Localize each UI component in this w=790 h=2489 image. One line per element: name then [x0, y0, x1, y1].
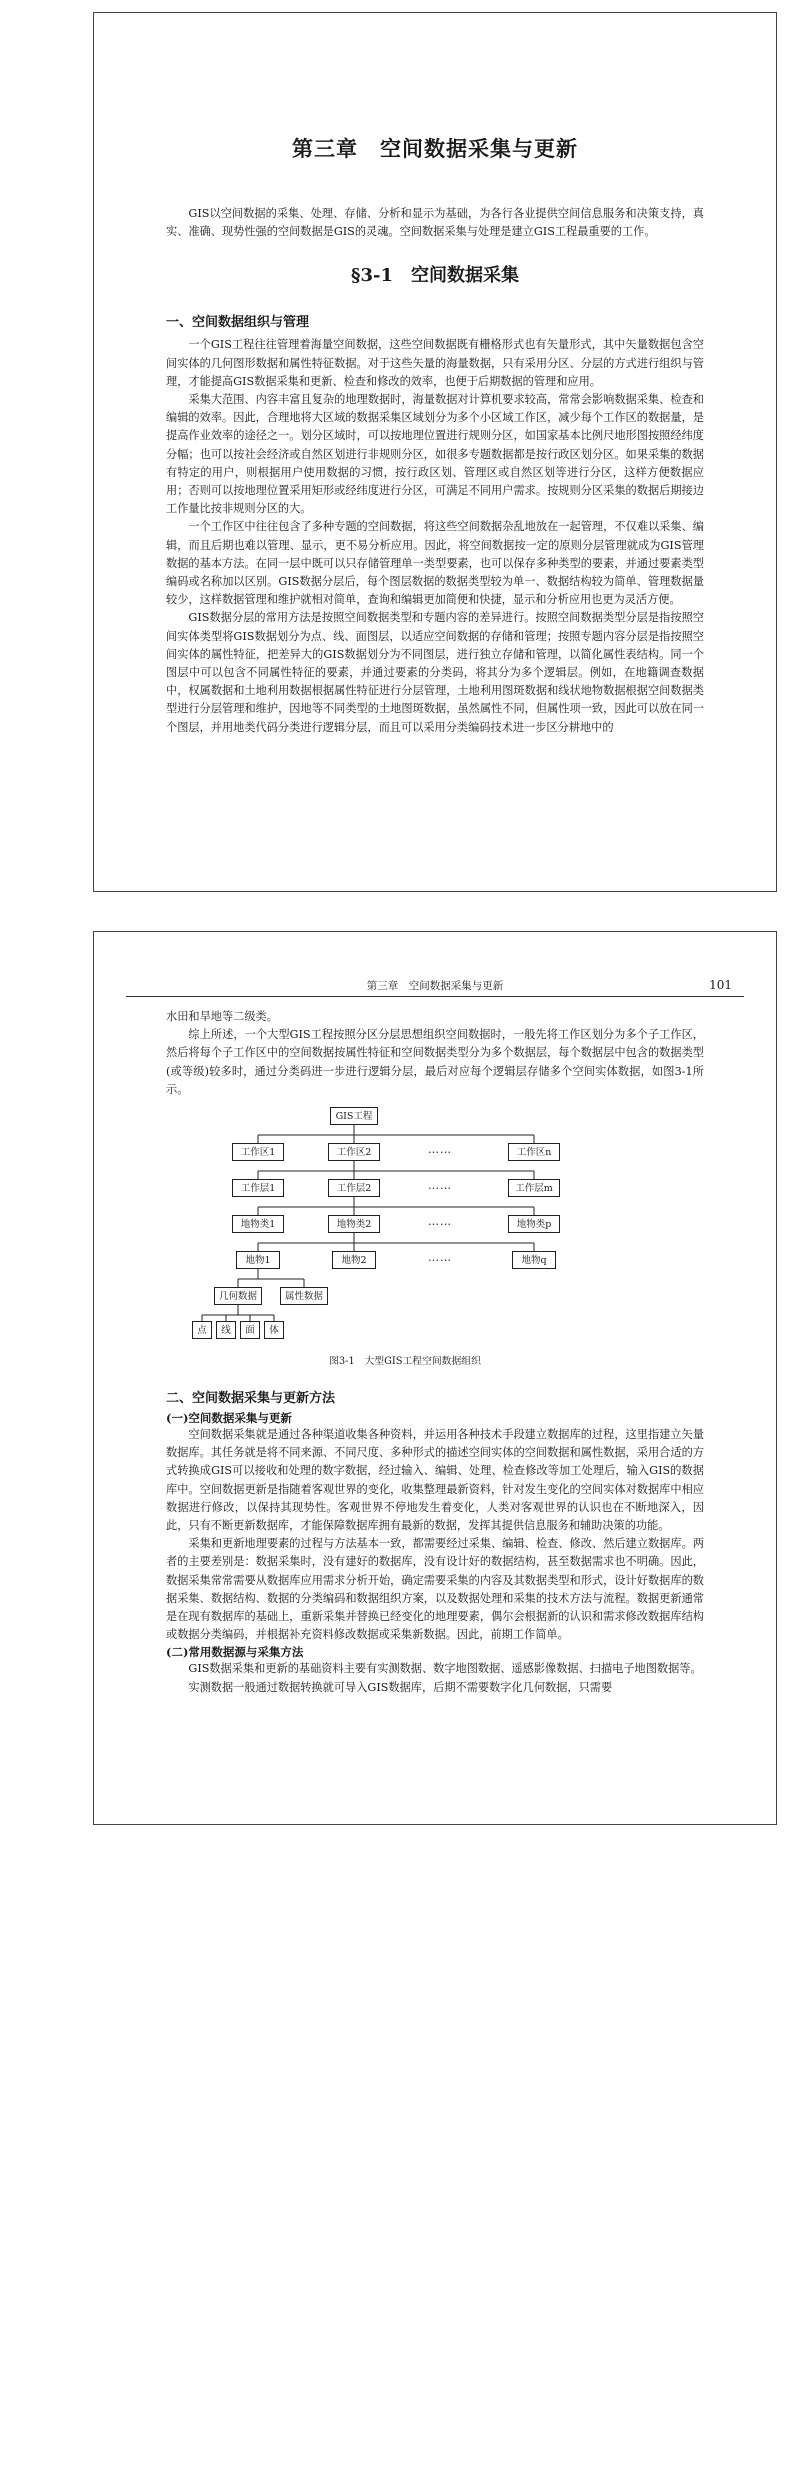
diagram-node: 地物1 — [236, 1251, 280, 1269]
diagram-node: 工作区n — [508, 1143, 560, 1161]
paragraph: 一个工作区中往往包含了多种专题的空间数据，将这些空间数据杂乱地放在一起管理，不仅难以采集、编辑，而且后期也难以管理、显示，更不易分析应用。因此，将空间数据按一定的原则分层管理就成为GIS管理数据的基本方法。在同一层中既可以只存储管理单一类型要素，也可以保存多种类型的要素，并通过要素类型编码或名称加以区别。GIS数据分层后，每个图层数据的数据类型较为单一、数据结构较为简单、管理数据量较少，这样数据管理和维护就相对简单，查询和编辑更加简便和快捷，显示和分析应用也更为灵活方便。 — [166, 520, 704, 607]
subheading-data-sources: (二)常用数据源与采集方法 — [166, 1645, 304, 1660]
diagram-node: 几何数据 — [214, 1287, 262, 1305]
diagram-ellipsis: …… — [428, 1251, 452, 1265]
diagram-node: 工作层m — [508, 1179, 560, 1197]
subheading-collection-update: (一)空间数据采集与更新 — [166, 1411, 292, 1426]
running-head — [126, 978, 744, 997]
running-head-title: 第三章 空间数据采集与更新 — [366, 980, 504, 992]
paragraph: 一个GIS工程往往管理着海量空间数据，这些空间数据既有栅格形式也有矢量形式，其中矢量数据包含空间实体的几何图形数据和属性特征数据。对于这些矢量的海量数据，只有采用分区、分层的方式进行组织与管理，才能提高GIS数据采集和更新、检查和修改的效率，也便于后期数据的管理和应用。 — [166, 338, 704, 388]
paragraph: GIS数据采集和更新的基础资料主要有实测数据、数字地图数据、遥感影像数据、扫描电子地图数据等。 — [188, 1662, 702, 1676]
diagram-node: 地物q — [512, 1251, 556, 1269]
diagram-node: 点 — [192, 1321, 212, 1339]
diagram-ellipsis: …… — [428, 1215, 452, 1229]
paragraph: GIS数据分层的常用方法是按照空间数据类型和专题内容的差异进行。按照空间数据类型分层是指按照空间实体类型将GIS数据划分为点、线、面图层，以适应空间数据的存储和管理；按照专题内容分层是指按照空间实体的属性特征，把差异大的GIS数据划分为不同图层，进行独立存储和管理，以简化属性表结构。同一个图层中可以包含不同属性特征的要素，并通过要素的分类码，将其分为多个逻辑层。例如，在地籍调查数据中，权属数据和土地利用数据根据属性特征进行分层管理，土地利用图斑数据和线状地物数据根据空间数据类型进行分层管理和维护，因地等不同类型的土地图斑数据，虽然属性不同，但属性项一致，因此可以放在同一个图层，并用地类代码分类进行逻辑分层，而且可以采用分类编码技术进一步区分耕地中的 — [166, 611, 704, 734]
book-page-2 — [93, 931, 777, 1825]
diagram-node: 工作区1 — [232, 1143, 284, 1161]
book-page-1 — [93, 12, 777, 892]
continuation-text: 水田和旱地等二级类。 — [166, 1010, 278, 1023]
diagram-node: 属性数据 — [280, 1287, 328, 1305]
diagram-node: 地物类p — [508, 1215, 560, 1233]
diagram-ellipsis: …… — [428, 1179, 452, 1193]
diagram-node: 工作层2 — [328, 1179, 380, 1197]
figure-3-1 — [166, 1099, 704, 1377]
diagram-node: 地物类1 — [232, 1215, 284, 1233]
diagram-node: 面 — [240, 1321, 260, 1339]
chapter-title: 第三章 空间数据采集与更新 — [292, 136, 578, 161]
section-title: §3-1 空间数据采集 — [351, 265, 519, 287]
heading-collection-methods: 二、空间数据采集与更新方法 — [166, 1391, 336, 1407]
paragraph: 采集和更新地理要素的过程与方法基本一致，都需要经过采集、编辑、检查、修改、然后建立数据库。两者的主要差别是：数据采集时，没有建好的数据库，没有设计好的数据结构，甚至数据需求也不明确。因此，数据采集常常需要从数据库应用需求分析开始，确定需要采集的内容及其数据类型和形式，设计好数据库的数据采集、数据结构、数据的分类编码和数据组织方案，以及数据处理和采集的技术方法与流程。数据更新通常是在现有数据库的基础上，重新采集并替换已经变化的地理要素，偶尔会根据新的认识和需求修改数据库结构或数据分类编码，并根据补充资料修改数据或采集新数据。因此，前期工作简单。 — [166, 1537, 704, 1642]
diagram-ellipsis: …… — [428, 1143, 452, 1157]
diagram-node: 体 — [264, 1321, 284, 1339]
diagram-node: 工作区2 — [328, 1143, 380, 1161]
page2-content — [166, 1008, 704, 1697]
chapter-intro: GIS以空间数据的采集、处理、存储、分析和显示为基础，为各行各业提供空间信息服务和决策支持，真实、准确、现势性强的空间数据是GIS的灵魂。空间数据采集与处理是建立GIS工程最重要的工作。 — [166, 207, 704, 239]
figure-caption: 图3-1 大型GIS工程空间数据组织 — [329, 1356, 481, 1368]
page-number: 101 — [709, 978, 732, 992]
paragraph: 采集大范围、内容丰富且复杂的地理数据时，海量数据对计算机要求较高，常常会影响数据采集、检查和编辑的效率。因此，合理地将大区域的数据采集区域划分为多个小区域工作区，减少每个工作区的数据量，是提高作业效率的途径之一。划分区域时，可以按地理位置进行规则分区，如国家基本比例尺地形图按照经纬度分幅；也可以按社会经济或自然区划进行非规则分区，如很多专题数据都是按行政区划分区。如果采集的数据有特定的用户，则根据用户使用数据的习惯，按行政区划、管理区或自然区划等进行分区，这样方便数据应用；否则可以按地理位置采用矩形或经纬度进行分区，可满足不同用户需求。按规则分区采集的数据后期接边工作量比按非规则分区的大。 — [166, 393, 704, 516]
heading-data-organization: 一、空间数据组织与管理 — [166, 315, 310, 331]
paragraph: 空间数据采集就是通过各种渠道收集各种资料，并运用各种技术手段建立数据库的过程，这里指建立矢量数据库。其任务就是将不同来源、不同尺度、多种形式的描述空间实体的空间数据和属性数据，采用合适的方式转换成GIS可以接收和处理的数字数据，经过输入、编辑、处理、检查修改等加工处理后，输入GIS的数据库中。空间数据更新是指随着客观世界的变化，收集整理最新资料，针对发生变化的空间实体对数据库中相应数据进行修改，以保持其现势性。客观世界不停地发生着变化，人类对客观世界的认识也在不断地深入，因此，只有不断更新数据库，才能保障数据库拥有最新的数据，发挥其提供信息服务和辅助决策的功能。 — [166, 1428, 704, 1533]
paragraph: 实测数据一般通过数据转换就可导入GIS数据库，后期不需要数字化几何数据，只需要 — [188, 1680, 613, 1694]
diagram-node: 地物类2 — [328, 1215, 380, 1233]
summary-paragraph: 综上所述，一个大型GIS工程按照分区分层思想组织空间数据时，一般先将工作区划分为多个子工作区，然后将每个子工作区中的空间数据按属性特征和空间数据类型分为多个数据层，每个数据层中包含的数据类型(或等级)较多时，通过分类码进一步进行逻辑分层，最后对应每个逻辑层存储多个空间实体数据，如图3-1所示。 — [166, 1028, 704, 1096]
diagram-node: 线 — [216, 1321, 236, 1339]
diagram-node: 工作层1 — [232, 1179, 284, 1197]
diagram-node: 地物2 — [332, 1251, 376, 1269]
page1-content — [166, 133, 704, 737]
diagram-node-root: GIS工程 — [330, 1107, 378, 1125]
